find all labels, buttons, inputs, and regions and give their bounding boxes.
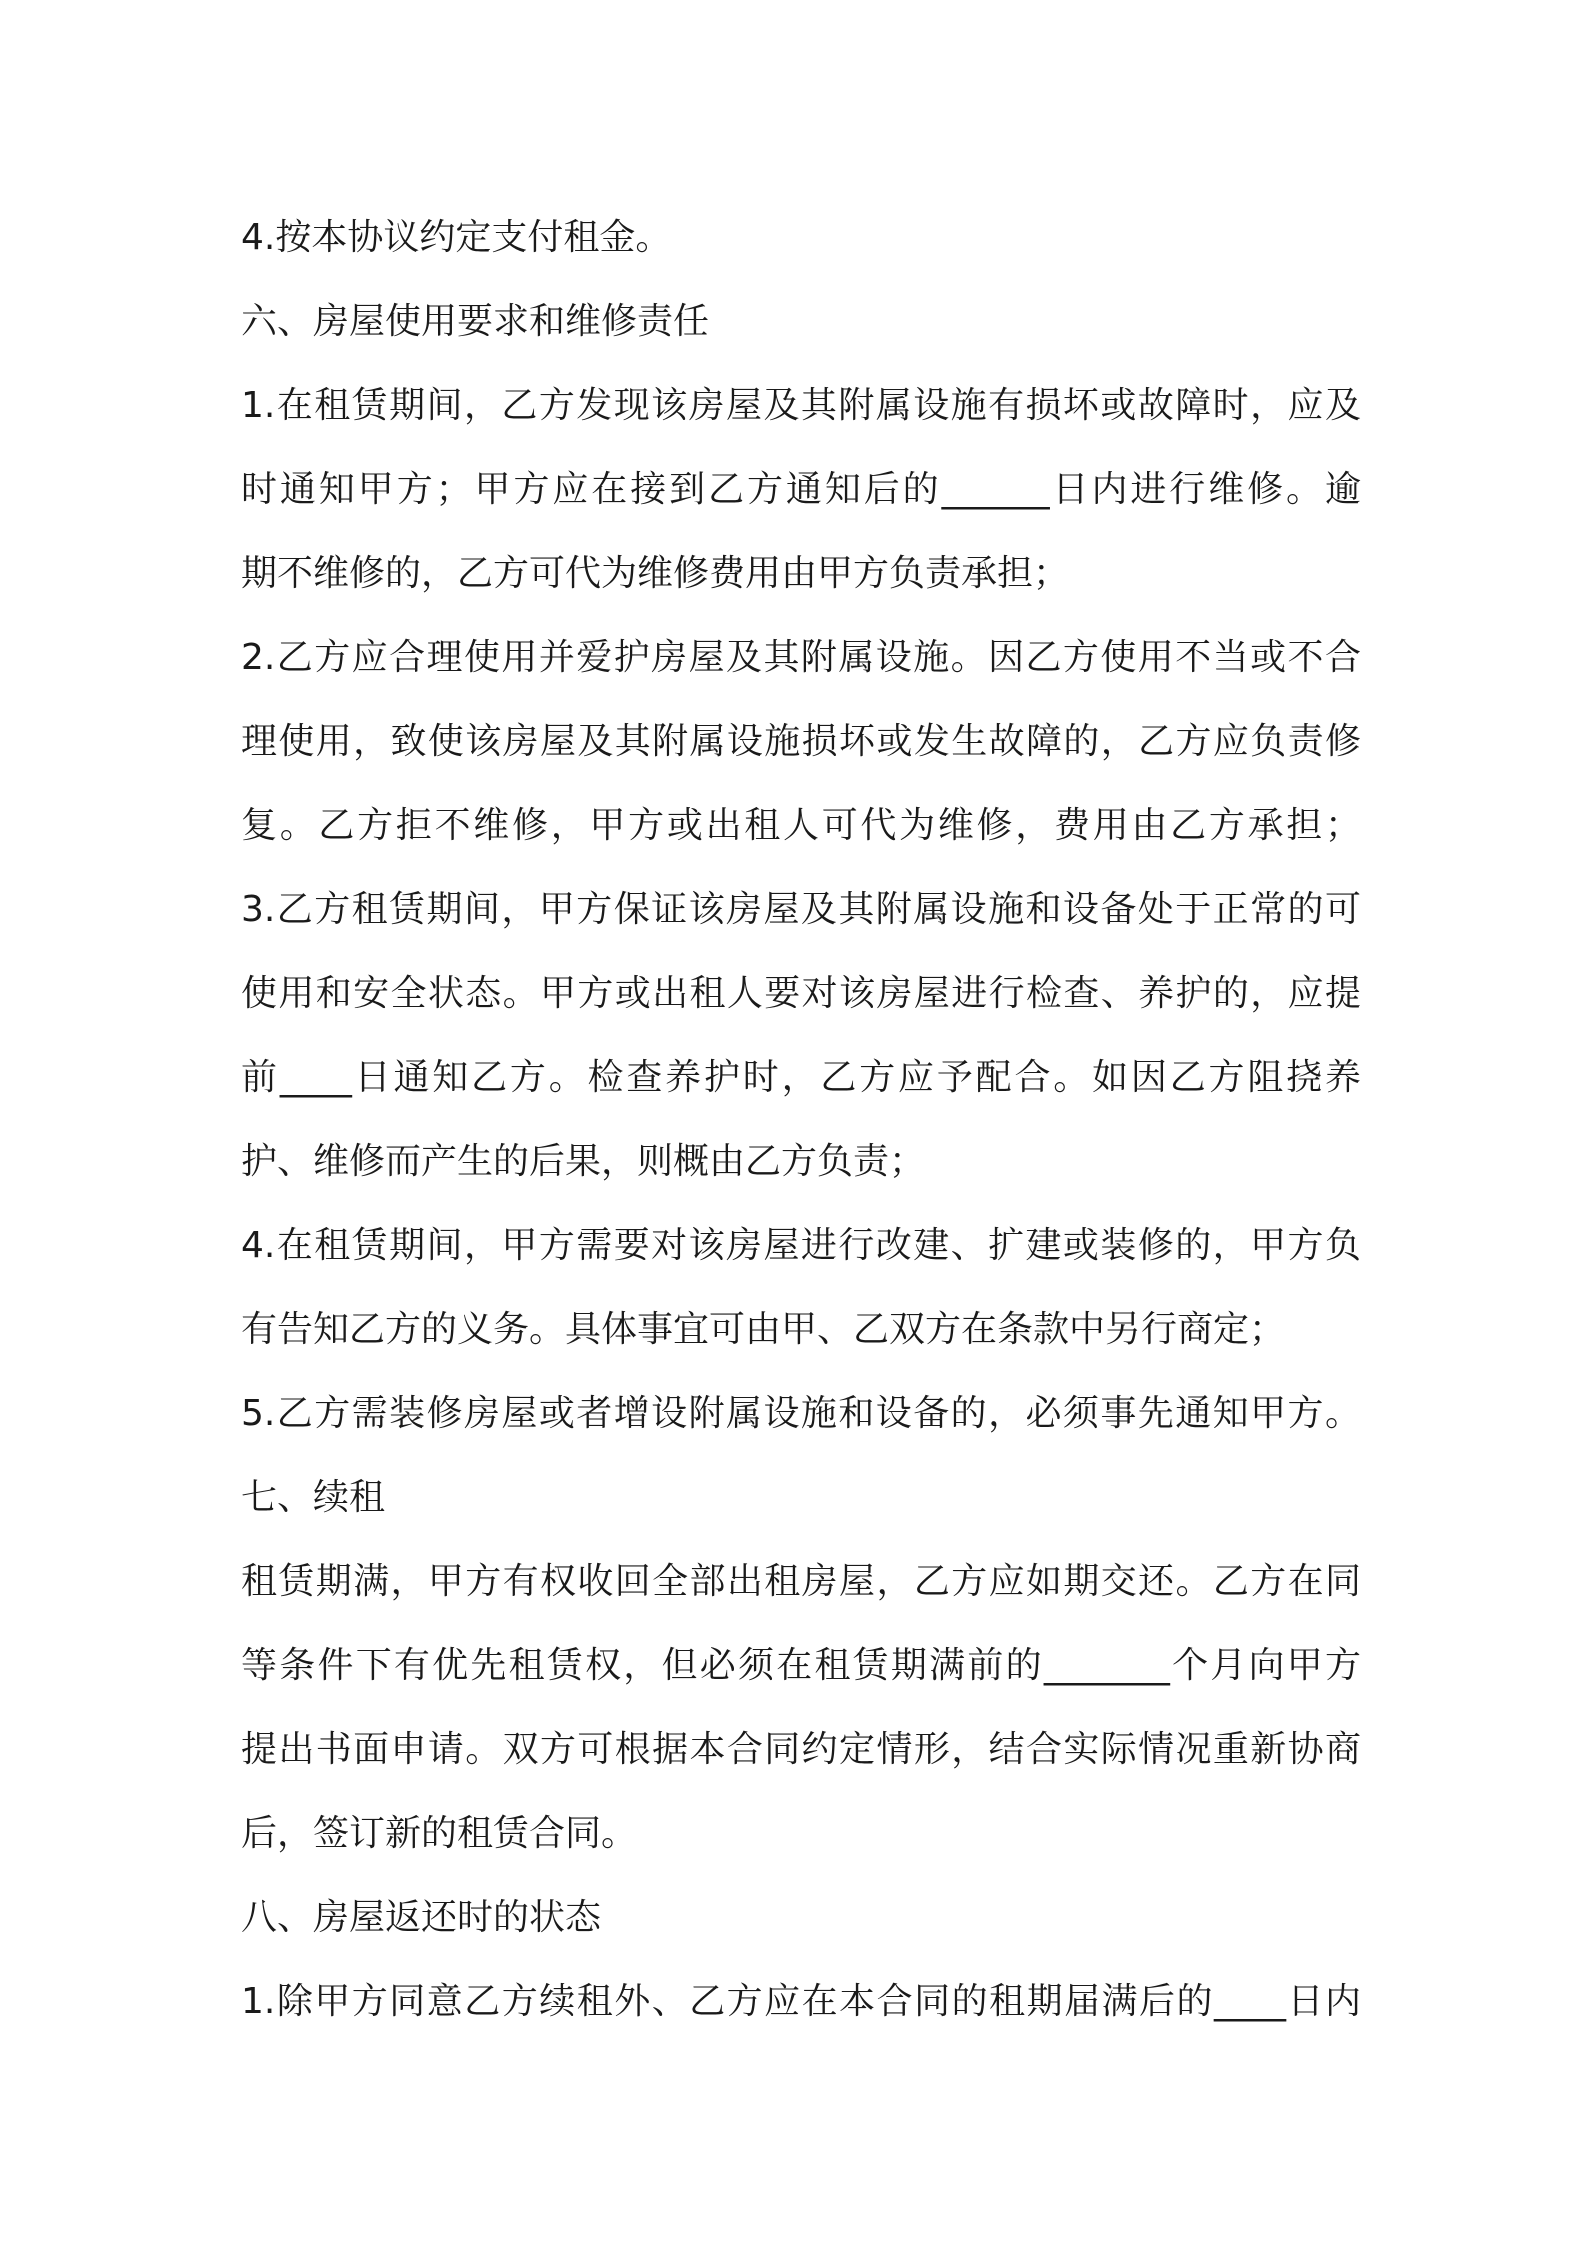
text-line: 4.在租赁期间，甲方需要对该房屋进行改建、扩建或装修的，甲方负 (241, 1225, 1361, 1266)
text-line: 时通知甲方；甲方应在接到乙方通知后的______日内进行维修。逾 (241, 469, 1361, 510)
text-line: 后，签订新的租赁合同。 (241, 1813, 638, 1854)
document-body (241, 196, 1361, 2044)
text-line: 3.乙方租赁期间，甲方保证该房屋及其附属设施和设备处于正常的可 (241, 889, 1361, 930)
text-line: 2.乙方应合理使用并爱护房屋及其附属设施。因乙方使用不当或不合 (241, 637, 1361, 678)
text-line: 5.乙方需装修房屋或者增设附属设施和设备的，必须事先通知甲方。 (241, 1393, 1361, 1434)
text-line: 等条件下有优先租赁权，但必须在租赁期满前的_______个月向甲方 (241, 1645, 1361, 1686)
text-line: 提出书面申请。双方可根据本合同约定情形，结合实际情况重新协商 (241, 1729, 1361, 1770)
text-line: 1.除甲方同意乙方续租外、乙方应在本合同的租期届满后的____日内 (241, 1981, 1361, 2022)
text-line: 使用和安全状态。甲方或出租人要对该房屋进行检查、养护的，应提 (241, 973, 1361, 1014)
text-line: 七、续租 (241, 1477, 386, 1518)
text-line: 有告知乙方的义务。具体事宜可由甲、乙双方在条款中另行商定； (241, 1309, 1286, 1350)
text-line: 4.按本协议约定支付租金。 (241, 217, 672, 258)
text-line: 六、房屋使用要求和维修责任 (241, 301, 710, 342)
text-line: 期不维修的，乙方可代为维修费用由甲方负责承担； (241, 553, 1070, 594)
text-line: 理使用，致使该房屋及其附属设施损坏或发生故障的，乙方应负责修 (241, 721, 1361, 762)
text-line: 1.在租赁期间，乙方发现该房屋及其附属设施有损坏或故障时，应及 (241, 385, 1361, 426)
text-line: 租赁期满，甲方有权收回全部出租房屋，乙方应如期交还。乙方在同 (241, 1561, 1361, 1602)
text-line: 前____日通知乙方。检查养护时，乙方应予配合。如因乙方阻挠养 (241, 1057, 1361, 1098)
text-line: 八、房屋返还时的状态 (241, 1897, 602, 1938)
text-line: 复。乙方拒不维修，甲方或出租人可代为维修，费用由乙方承担； (241, 805, 1361, 846)
text-line: 护、维修而产生的后果，则概由乙方负责； (241, 1141, 926, 1182)
